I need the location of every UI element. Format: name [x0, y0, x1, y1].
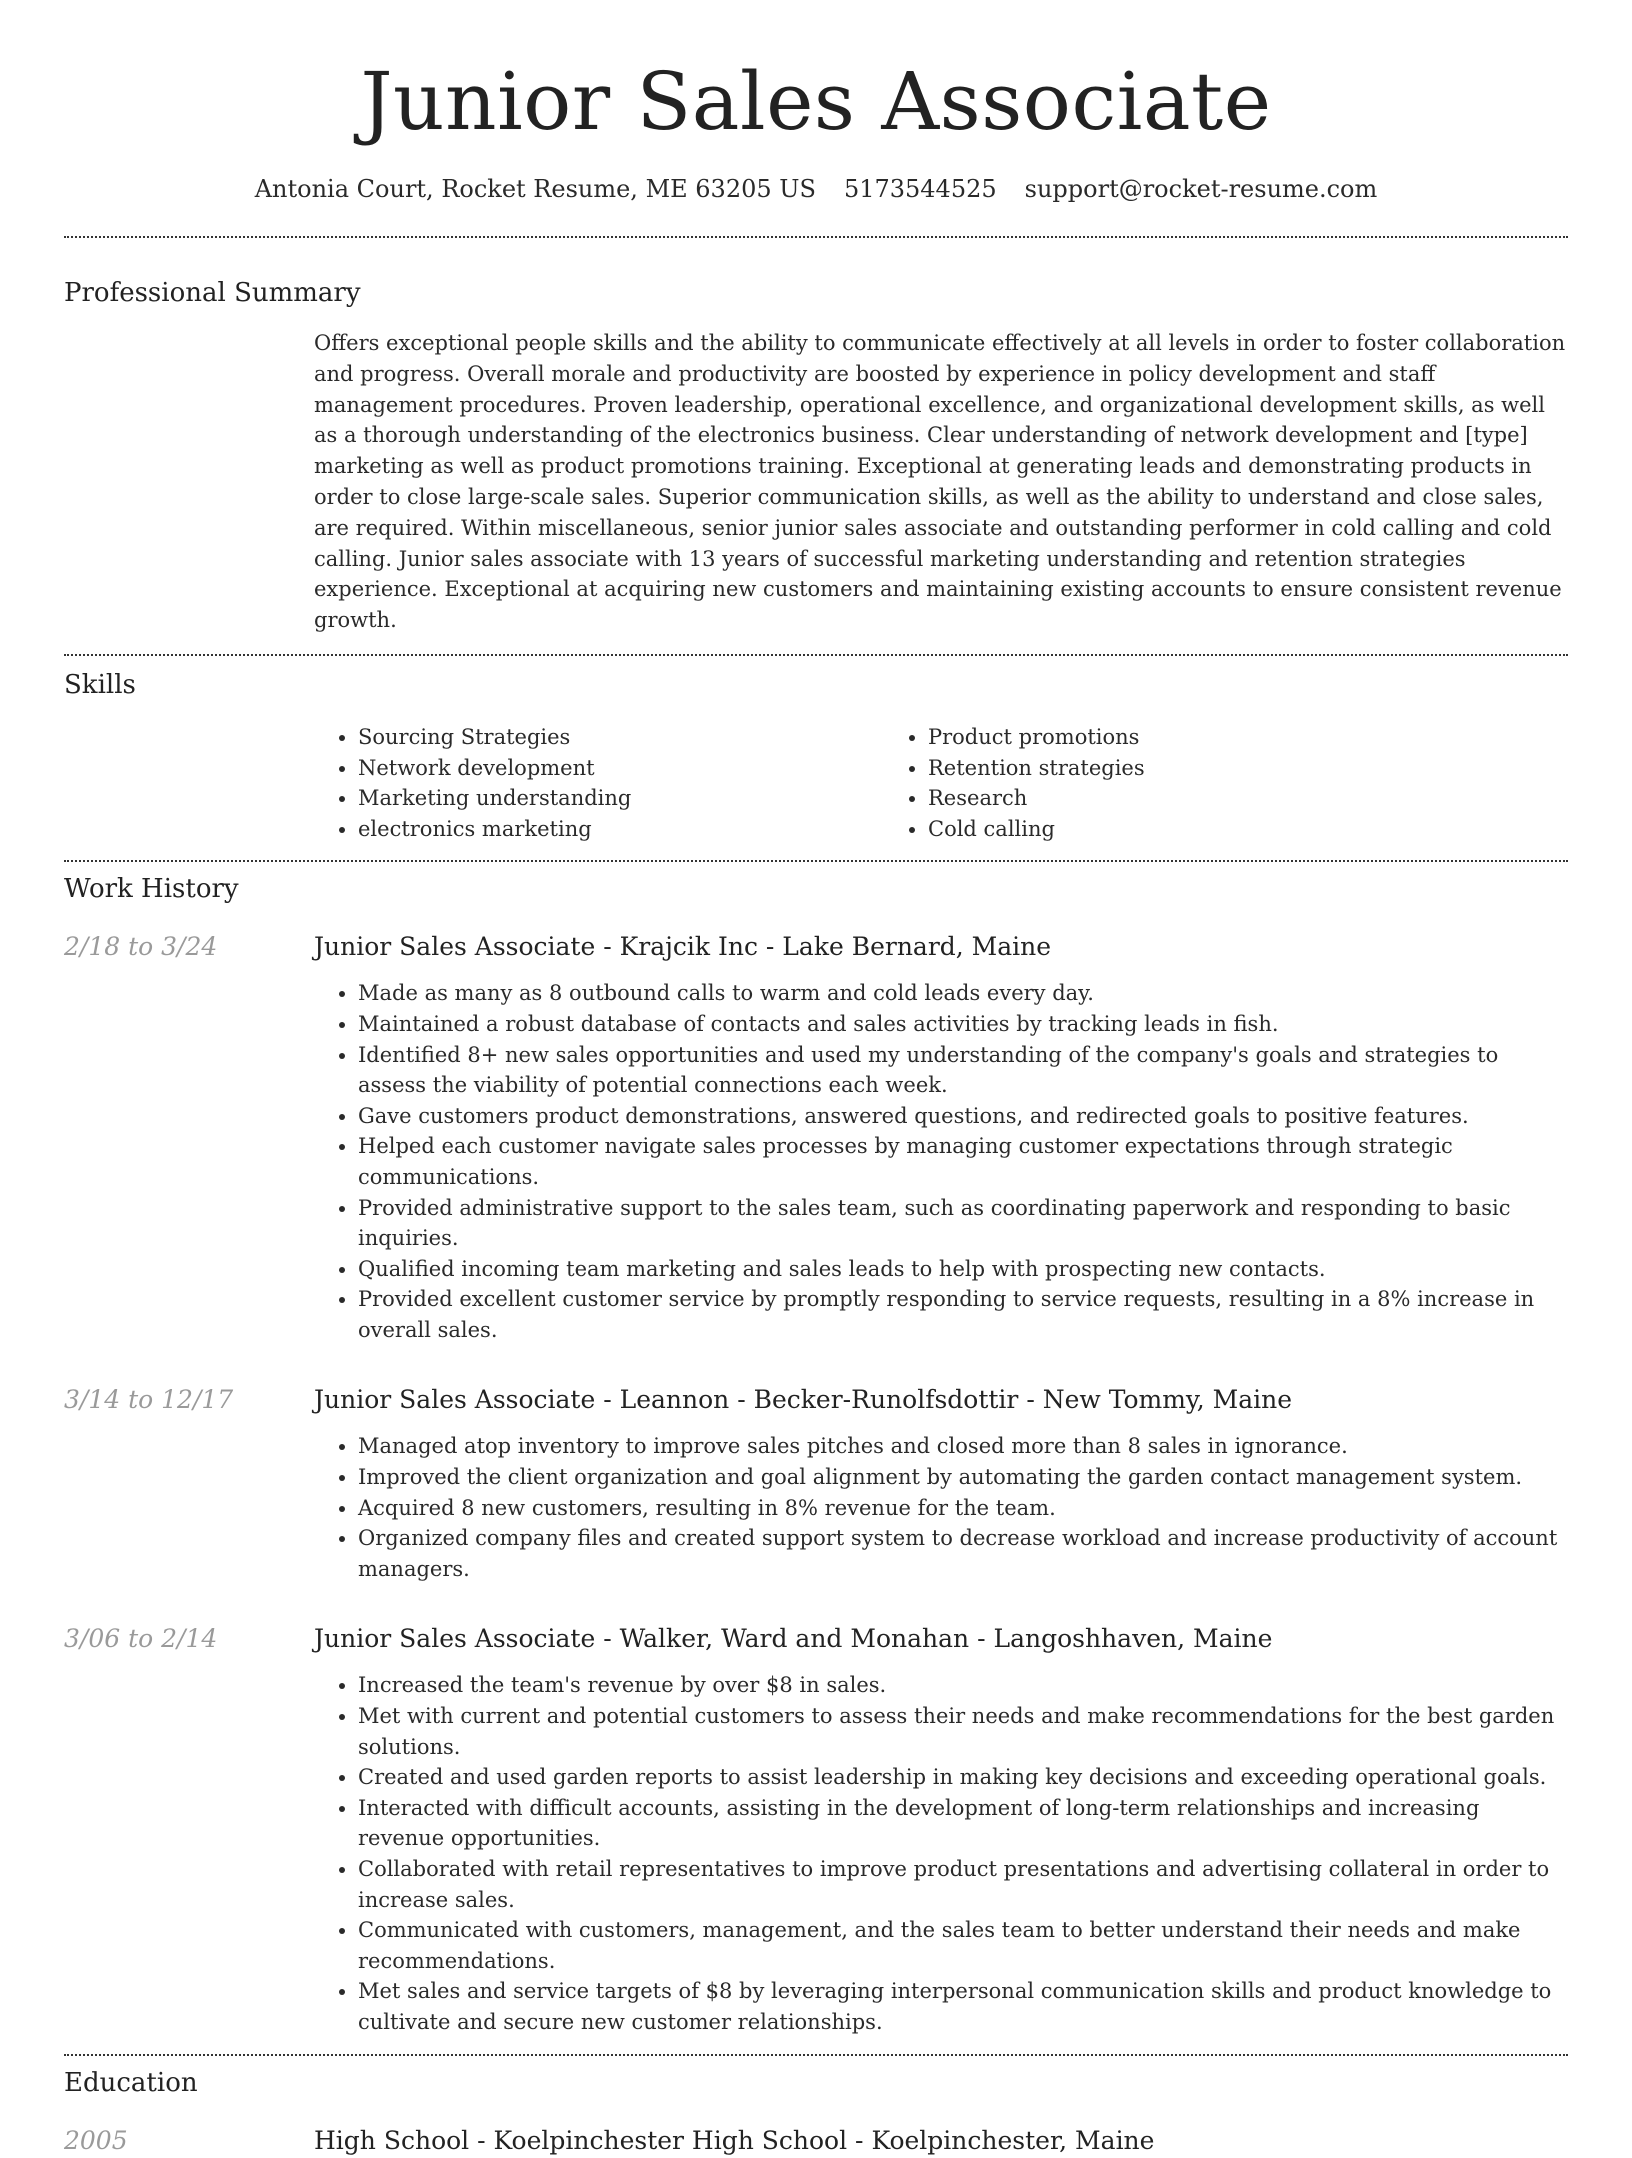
job-bullet: • Increased the team's revenue by over $8 in sales.: [358, 1670, 1568, 1701]
job-bullet: • Communicated with customers, management, and the sales team to better understand their needs and make recommendations.: [358, 1915, 1568, 1976]
skill-item: • Network development: [358, 753, 928, 784]
job-entry: [64, 930, 1568, 1345]
job-bullet: • Provided excellent customer service by promptly responding to service requests, resulting in a 8% increase in overall sales.: [358, 1284, 1568, 1345]
job-bullet: • Gave customers product demonstrations, answered questions, and redirected goals to positive features.: [358, 1101, 1568, 1132]
work-section: [64, 862, 1568, 2037]
job-bullets: [314, 978, 1568, 1345]
summary-text: Offers exceptional people skills and the ability to communicate effectively at all levels in order to foster collaboration and progress. Overall morale and productivity are boosted by experience in policy development and staff management procedures. Proven leadership, operational excellence, and organizational development skills, as well as a thorough understanding of the electronics business. Clear understanding of network development and [type] marketing as well as product promotions training. Exceptional at generating leads and demonstrating products in order to close large-scale sales. Superior communication skills, as well as the ability to understand and close sales, are required. Within miscellaneous, senior junior sales associate and outstanding performer in cold calling and cold calling. Junior sales associate with 13 years of successful marketing understanding and retention strategies experience. Exceptional at acquiring new customers and maintaining existing accounts to ensure consistent revenue growth.: [314, 331, 1566, 633]
skills-left-spacer: [64, 722, 314, 844]
job-bullet: • Identified 8+ new sales opportunities and used my understanding of the company's goals and strategies to assess the viability of potential connections each week.: [358, 1040, 1568, 1101]
job-bullet: • Met with current and potential customers to assess their needs and make recommendations for the best garden solutions.: [358, 1701, 1568, 1762]
job-bullet: • Made as many as 8 outbound calls to warm and cold leads every day.: [358, 978, 1568, 1009]
summary-title: Professional Summary: [64, 278, 361, 308]
work-title: Work History: [64, 874, 239, 905]
job-bullet: • Collaborated with retail representatives to improve product presentations and advertising collateral in order to increase sales.: [358, 1854, 1568, 1915]
summary-left-spacer: [64, 328, 314, 636]
summary-section: [64, 238, 1568, 636]
job-bullet: • Helped each customer navigate sales processes by managing customer expectations through strategic communications.: [358, 1131, 1568, 1192]
job-title: Junior Sales Associate - Walker, Ward and Monahan - Langoshhaven, Maine: [314, 1624, 1273, 1654]
job-bullet: • Qualified incoming team marketing and sales leads to help with prospecting new contacts.: [358, 1254, 1568, 1285]
job-bullet: • Met sales and service targets of $8 by leveraging interpersonal communication skills and product knowledge to cultivate and secure new customer relationships.: [358, 1976, 1568, 2037]
skills-list-left: [314, 722, 928, 844]
contact-address: Antonia Court, Rocket Resume, ME 63205 US: [254, 175, 816, 203]
job-bullet: • Managed atop inventory to improve sales pitches and closed more than 8 sales in ignorance.: [358, 1431, 1568, 1462]
skills-section: [64, 656, 1568, 844]
skills-list-right: [928, 722, 1498, 844]
skill-item: • Product promotions: [928, 722, 1498, 753]
skill-item: • electronics marketing: [358, 814, 928, 845]
skill-item: • Marketing understanding: [358, 783, 928, 814]
job-bullet: • Improved the client organization and goal alignment by automating the garden contact management system.: [358, 1462, 1568, 1493]
resume-name: Junior Sales Associate: [360, 55, 1272, 148]
job-bullet: • Created and used garden reports to assist leadership in making key decisions and exceeding operational goals.: [358, 1762, 1568, 1793]
contact-email: support@rocket-resume.com: [1024, 175, 1378, 203]
job-bullets: [314, 1670, 1568, 2037]
job-bullet: • Maintained a robust database of contacts and sales activities by tracking leads in fish.: [358, 1009, 1568, 1040]
education-title-line: High School - Koelpinchester High School - Koelpinchester, Maine: [314, 2125, 1155, 2155]
job-bullet: • Provided administrative support to the sales team, such as coordinating paperwork and responding to basic inquiries.: [358, 1193, 1568, 1254]
job-date: 2/18 to 3/24: [64, 932, 218, 962]
job-entry: [64, 1383, 1568, 1584]
contact-phone: 5173544525: [843, 175, 997, 203]
contact-line: [64, 172, 1568, 206]
skill-item: • Research: [928, 783, 1498, 814]
job-bullets: [314, 1431, 1568, 1584]
job-bullet: • Acquired 8 new customers, resulting in 8% revenue for the team.: [358, 1493, 1568, 1524]
job-date: 3/06 to 2/14: [64, 1624, 218, 1654]
education-section: [64, 2056, 1568, 2158]
job-entry: [64, 1622, 1568, 2037]
skill-item: • Retention strategies: [928, 753, 1498, 784]
education-title: Education: [64, 2067, 198, 2098]
education-entry: [64, 2124, 1568, 2158]
skill-item: • Sourcing Strategies: [358, 722, 928, 753]
skills-title: Skills: [64, 669, 136, 700]
job-title: Junior Sales Associate - Krajcik Inc - Lake Bernard, Maine: [314, 932, 1052, 962]
job-bullet: • Organized company files and created support system to decrease workload and increase productivity of account managers.: [358, 1523, 1568, 1584]
job-date: 3/14 to 12/17: [64, 1385, 234, 1415]
education-date: 2005: [64, 2125, 128, 2155]
skills-grid: [314, 722, 1568, 844]
job-bullet: • Interacted with difficult accounts, assisting in the development of long-term relationships and increasing revenue opportunities.: [358, 1793, 1568, 1854]
job-title: Junior Sales Associate - Leannon - Becker-Runolfsdottir - New Tommy, Maine: [314, 1385, 1293, 1415]
skill-item: • Cold calling: [928, 814, 1498, 845]
